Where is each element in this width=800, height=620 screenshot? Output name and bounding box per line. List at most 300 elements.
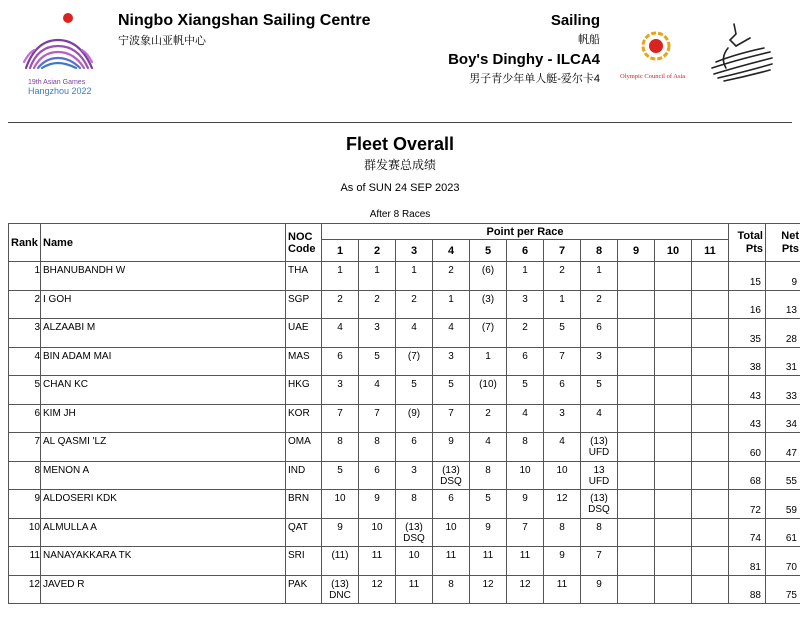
race-score: 7: [448, 407, 454, 419]
race-score: 11: [445, 550, 457, 561]
noc-cell: THA: [286, 262, 322, 291]
race-score: 9: [522, 493, 528, 504]
race-points-cell: [544, 433, 581, 462]
race-score: 11: [408, 578, 420, 590]
name-cell: ALZAABI M: [41, 319, 286, 348]
race-points-cell: [433, 404, 470, 433]
total-points-cell: 74: [729, 518, 766, 547]
rank-cell: 7: [9, 433, 41, 462]
race-score: 12: [556, 493, 568, 504]
total-points-cell: 68: [729, 461, 766, 490]
race-score: 8: [596, 521, 602, 533]
logo-text-1: 19th Asian Games: [28, 79, 86, 86]
net-points-cell: 9: [766, 262, 800, 291]
race-score: 9: [374, 493, 380, 504]
race-score: 12: [482, 578, 494, 590]
race-points-cell: [618, 575, 655, 604]
rank-cell: 8: [9, 461, 41, 490]
table-row: [9, 319, 800, 348]
race-points-cell: [581, 575, 618, 604]
race-score: 11: [482, 550, 494, 561]
results-table: [8, 223, 800, 604]
race-points-cell: [433, 433, 470, 462]
race-score: 2: [485, 407, 491, 419]
race-points-cell: [507, 262, 544, 291]
table-row: [9, 347, 800, 376]
race-score: 5: [522, 379, 528, 390]
race-score: 1: [337, 265, 343, 276]
race-points-cell: [507, 518, 544, 547]
race-points-cell: [507, 319, 544, 348]
name-cell: I GOH: [41, 290, 286, 319]
race-score: (13): [405, 521, 423, 533]
net-points-cell: 33: [766, 376, 800, 405]
name-cell: BHANUBANDH W: [41, 262, 286, 291]
race-score: 6: [448, 493, 454, 504]
race-points-cell: [581, 376, 618, 405]
race-points-cell: [581, 547, 618, 576]
net-points-cell: 28: [766, 319, 800, 348]
venue-name-cn: 宁波象山亚帆中心: [118, 35, 206, 47]
race-score: 8: [411, 493, 417, 504]
header-race-2: 2: [359, 240, 396, 262]
table-row: [9, 547, 800, 576]
race-points-cell: [692, 376, 729, 405]
race-points-cell: [433, 376, 470, 405]
race-score: 9: [559, 550, 565, 561]
race-score: 7: [522, 521, 528, 533]
race-score: 10: [371, 521, 383, 533]
race-score: 4: [411, 322, 417, 333]
race-score: 8: [559, 521, 565, 533]
net-points-cell: 34: [766, 404, 800, 433]
race-points-cell: [322, 433, 359, 462]
race-score: 5: [448, 379, 454, 390]
name-cell: MENON A: [41, 461, 286, 490]
race-points-cell: [359, 319, 396, 348]
header-race-10: 10: [655, 240, 692, 262]
race-points-cell: [692, 433, 729, 462]
race-points-cell: [581, 290, 618, 319]
race-points-cell: [544, 290, 581, 319]
results-body: [9, 262, 800, 604]
table-row: [9, 376, 800, 405]
total-points-cell: 43: [729, 376, 766, 405]
race-points-cell: [507, 461, 544, 490]
report-title: Fleet Overall: [345, 134, 455, 154]
race-points-cell: [655, 461, 692, 490]
race-points-cell: [544, 319, 581, 348]
header-name: Name: [41, 224, 286, 262]
race-score: 6: [337, 350, 343, 362]
race-score: 1: [559, 293, 565, 305]
race-score: 7: [337, 407, 343, 419]
race-points-cell: [544, 347, 581, 376]
race-score: (7): [407, 350, 421, 362]
rank-cell: 1: [9, 262, 41, 291]
net-points-cell: 59: [766, 490, 800, 519]
table-row: [9, 518, 800, 547]
race-points-cell: [655, 490, 692, 519]
race-points-cell: [581, 490, 618, 519]
race-points-cell: [396, 461, 433, 490]
total-points-cell: 60: [729, 433, 766, 462]
sailing-pictogram: [706, 18, 778, 84]
race-score: 2: [522, 322, 528, 333]
race-points-cell: [581, 433, 618, 462]
table-row: [9, 461, 800, 490]
race-score: 7: [374, 407, 380, 419]
race-score: 5: [559, 322, 565, 333]
race-points-cell: [359, 376, 396, 405]
table-row: [9, 575, 800, 604]
race-points-cell: [618, 433, 655, 462]
rank-cell: 6: [9, 404, 41, 433]
race-score: (13): [442, 464, 460, 476]
race-points-cell: [507, 575, 544, 604]
header-race-5: 5: [470, 240, 507, 262]
race-points-cell: [359, 347, 396, 376]
race-score: 6: [522, 350, 528, 362]
rank-cell: 3: [9, 319, 41, 348]
race-points-cell: [618, 547, 655, 576]
race-points-cell: [433, 319, 470, 348]
header-race-3: 3: [396, 240, 433, 262]
race-points-cell: [396, 319, 433, 348]
race-points-cell: [618, 490, 655, 519]
race-score: 5: [485, 493, 491, 504]
header-race-9: 9: [618, 240, 655, 262]
noc-cell: KOR: [286, 404, 322, 433]
race-points-cell: [581, 518, 618, 547]
race-points-cell: [396, 376, 433, 405]
race-points-cell: [507, 404, 544, 433]
race-points-cell: [544, 547, 581, 576]
race-points-cell: [655, 518, 692, 547]
race-points-cell: [322, 290, 359, 319]
race-points-cell: [396, 518, 433, 547]
race-score: 4: [374, 379, 380, 390]
race-points-cell: [359, 547, 396, 576]
race-code: UFD: [588, 475, 610, 487]
race-code: UFD: [588, 447, 610, 458]
race-score: 10: [445, 521, 457, 533]
event-name: Boy's Dinghy - ILCA4: [448, 51, 600, 68]
oca-sun-icon: [618, 26, 698, 84]
race-points-cell: [359, 433, 396, 462]
header-noc-1: NOC: [288, 230, 313, 243]
noc-cell: IND: [286, 461, 322, 490]
race-score: 1: [485, 350, 491, 362]
race-score: (13): [590, 493, 608, 504]
race-points-cell: [618, 290, 655, 319]
race-score: 3: [596, 350, 602, 362]
noc-cell: OMA: [286, 433, 322, 462]
race-score: 10: [556, 464, 568, 476]
header-total: [729, 224, 766, 262]
race-score: (7): [481, 322, 495, 333]
total-points-cell: 88: [729, 575, 766, 604]
net-points-cell: 47: [766, 433, 800, 462]
race-points-cell: [470, 433, 507, 462]
race-score: 3: [522, 293, 528, 305]
race-score: 1: [596, 265, 602, 276]
rank-cell: 10: [9, 518, 41, 547]
race-score: (11): [331, 550, 349, 561]
name-cell: CHAN KC: [41, 376, 286, 405]
race-points-cell: [470, 461, 507, 490]
race-points-cell: [692, 404, 729, 433]
race-points-cell: [692, 547, 729, 576]
name-cell: KIM JH: [41, 404, 286, 433]
race-score: 8: [485, 464, 491, 476]
race-points-cell: [618, 404, 655, 433]
race-points-cell: [655, 319, 692, 348]
race-points-cell: [581, 319, 618, 348]
race-score: (10): [479, 379, 497, 390]
total-points-cell: 35: [729, 319, 766, 348]
race-points-cell: [692, 575, 729, 604]
name-cell: BIN ADAM MAI: [41, 347, 286, 376]
race-points-cell: [655, 433, 692, 462]
net-points-cell: 70: [766, 547, 800, 576]
race-score: 10: [519, 464, 531, 476]
race-points-cell: [470, 547, 507, 576]
race-score: 1: [448, 293, 454, 305]
race-points-cell: [544, 518, 581, 547]
header-race-7: 7: [544, 240, 581, 262]
race-points-cell: [359, 290, 396, 319]
race-score: 6: [559, 379, 565, 390]
logo-text-2: Hangzhou 2022: [28, 86, 92, 96]
rank-cell: 12: [9, 575, 41, 604]
total-points-cell: 72: [729, 490, 766, 519]
race-points-cell: [322, 547, 359, 576]
race-score: (13): [331, 578, 349, 590]
header-race-4: 4: [433, 240, 470, 262]
net-points-cell: 13: [766, 290, 800, 319]
race-points-cell: [359, 518, 396, 547]
noc-cell: BRN: [286, 490, 322, 519]
noc-cell: MAS: [286, 347, 322, 376]
noc-cell: QAT: [286, 518, 322, 547]
noc-cell: SGP: [286, 290, 322, 319]
race-points-cell: [470, 518, 507, 547]
race-points-cell: [396, 575, 433, 604]
race-score: 10: [408, 550, 420, 561]
race-score: 11: [556, 578, 568, 590]
race-points-cell: [544, 575, 581, 604]
race-score: 3: [448, 350, 454, 362]
total-points-cell: 38: [729, 347, 766, 376]
table-row: [9, 490, 800, 519]
race-points-cell: [396, 262, 433, 291]
race-code: DSQ: [588, 504, 610, 515]
race-points-cell: [655, 376, 692, 405]
race-score: 12: [519, 578, 531, 590]
race-score: 11: [371, 550, 383, 561]
race-score: 10: [334, 493, 346, 504]
race-score: 2: [448, 265, 454, 276]
race-score: 5: [374, 350, 380, 362]
rank-cell: 5: [9, 376, 41, 405]
race-score: 9: [337, 521, 343, 533]
race-points-cell: [581, 461, 618, 490]
header-net-1: Net: [781, 229, 799, 242]
header-race-11: 11: [692, 240, 729, 262]
race-score: 7: [559, 350, 565, 362]
race-points-cell: [692, 490, 729, 519]
race-points-cell: [618, 319, 655, 348]
race-score: 11: [519, 550, 531, 561]
race-score: 9: [485, 521, 491, 533]
race-points-cell: [359, 575, 396, 604]
net-points-cell: 55: [766, 461, 800, 490]
race-score: 12: [371, 578, 383, 590]
table-row: [9, 433, 800, 462]
total-points-cell: 15: [729, 262, 766, 291]
race-points-cell: [433, 575, 470, 604]
race-points-cell: [692, 461, 729, 490]
header-race-6: 6: [507, 240, 544, 262]
race-score: 2: [337, 293, 343, 305]
race-points-cell: [396, 404, 433, 433]
race-points-cell: [433, 518, 470, 547]
name-cell: ALDOSERI KDK: [41, 490, 286, 519]
race-points-cell: [396, 490, 433, 519]
race-points-cell: [544, 404, 581, 433]
header-noc-2: Code: [288, 242, 316, 255]
race-score: 8: [374, 436, 380, 447]
race-score: 13: [593, 464, 605, 476]
race-points-cell: [322, 490, 359, 519]
race-points-cell: [692, 319, 729, 348]
race-score: 6: [596, 322, 602, 333]
race-points-cell: [359, 404, 396, 433]
race-score: 4: [448, 322, 454, 333]
net-points-cell: 75: [766, 575, 800, 604]
race-score: 4: [337, 322, 343, 333]
net-points-cell: 61: [766, 518, 800, 547]
header-net: [766, 224, 800, 262]
race-score: (3): [481, 293, 495, 305]
race-points-cell: [507, 490, 544, 519]
race-points-cell: [618, 347, 655, 376]
race-score: 8: [448, 578, 454, 590]
header-total-1: Total: [737, 229, 763, 242]
name-cell: NANAYAKKARA TK: [41, 547, 286, 576]
race-points-cell: [322, 319, 359, 348]
rank-cell: 11: [9, 547, 41, 576]
race-points-cell: [470, 290, 507, 319]
race-points-cell: [322, 461, 359, 490]
race-points-cell: [470, 262, 507, 291]
oca-logo: [618, 26, 698, 84]
race-points-cell: [470, 575, 507, 604]
race-points-cell: [322, 262, 359, 291]
total-points-cell: 81: [729, 547, 766, 576]
race-score: (6): [481, 265, 495, 276]
as-of-date: As of SUN 24 SEP 2023: [340, 182, 460, 194]
race-score: 9: [448, 436, 454, 447]
total-points-cell: 16: [729, 290, 766, 319]
race-points-cell: [433, 290, 470, 319]
net-points-cell: 31: [766, 347, 800, 376]
race-points-cell: [433, 490, 470, 519]
race-points-cell: [655, 347, 692, 376]
race-points-cell: [322, 376, 359, 405]
race-points-cell: [433, 347, 470, 376]
hangzhou-logo-graphic-icon: [18, 10, 100, 100]
race-points-cell: [470, 404, 507, 433]
race-points-cell: [507, 347, 544, 376]
race-points-cell: [396, 290, 433, 319]
race-points-cell: [433, 547, 470, 576]
table-row: [9, 290, 800, 319]
race-points-cell: [359, 262, 396, 291]
race-points-cell: [692, 262, 729, 291]
noc-cell: UAE: [286, 319, 322, 348]
name-cell: AL QASMI 'LZ: [41, 433, 286, 462]
race-score: 2: [411, 293, 417, 305]
noc-cell: SRI: [286, 547, 322, 576]
race-score: 1: [411, 265, 417, 276]
race-points-cell: [655, 290, 692, 319]
race-points-cell: [322, 347, 359, 376]
race-points-cell: [396, 433, 433, 462]
header-divider: [8, 122, 792, 123]
race-score: 6: [411, 436, 417, 447]
race-score: 4: [559, 436, 565, 447]
race-points-cell: [507, 290, 544, 319]
sport-name-cn: 帆船: [578, 34, 600, 46]
event-info: [448, 12, 600, 86]
race-points-cell: [470, 490, 507, 519]
rank-cell: 9: [9, 490, 41, 519]
race-score: (9): [407, 407, 421, 419]
race-score: 9: [596, 578, 602, 590]
race-points-cell: [618, 518, 655, 547]
race-code: DSQ: [403, 532, 425, 544]
race-points-cell: [507, 376, 544, 405]
report-title-cn: 群发赛总成绩: [363, 158, 436, 172]
race-points-cell: [544, 376, 581, 405]
race-points-cell: [692, 290, 729, 319]
race-score: 4: [596, 407, 602, 419]
race-points-cell: [396, 547, 433, 576]
header-total-2: Pts: [745, 242, 763, 255]
race-score: 4: [485, 436, 491, 447]
race-score: 3: [337, 379, 343, 390]
race-points-cell: [507, 547, 544, 576]
race-points-cell: [396, 347, 433, 376]
race-points-cell: [470, 376, 507, 405]
name-cell: ALMULLA A: [41, 518, 286, 547]
race-code: DSQ: [440, 475, 462, 487]
noc-cell: PAK: [286, 575, 322, 604]
race-score: 5: [411, 379, 417, 390]
race-points-cell: [692, 518, 729, 547]
race-points-cell: [359, 461, 396, 490]
race-points-cell: [618, 461, 655, 490]
race-points-cell: [470, 347, 507, 376]
race-score: 3: [411, 464, 417, 476]
header-noc: [286, 224, 322, 262]
race-score: 5: [337, 464, 343, 476]
noc-cell: HKG: [286, 376, 322, 405]
race-points-cell: [581, 262, 618, 291]
race-score: (13): [590, 436, 608, 447]
